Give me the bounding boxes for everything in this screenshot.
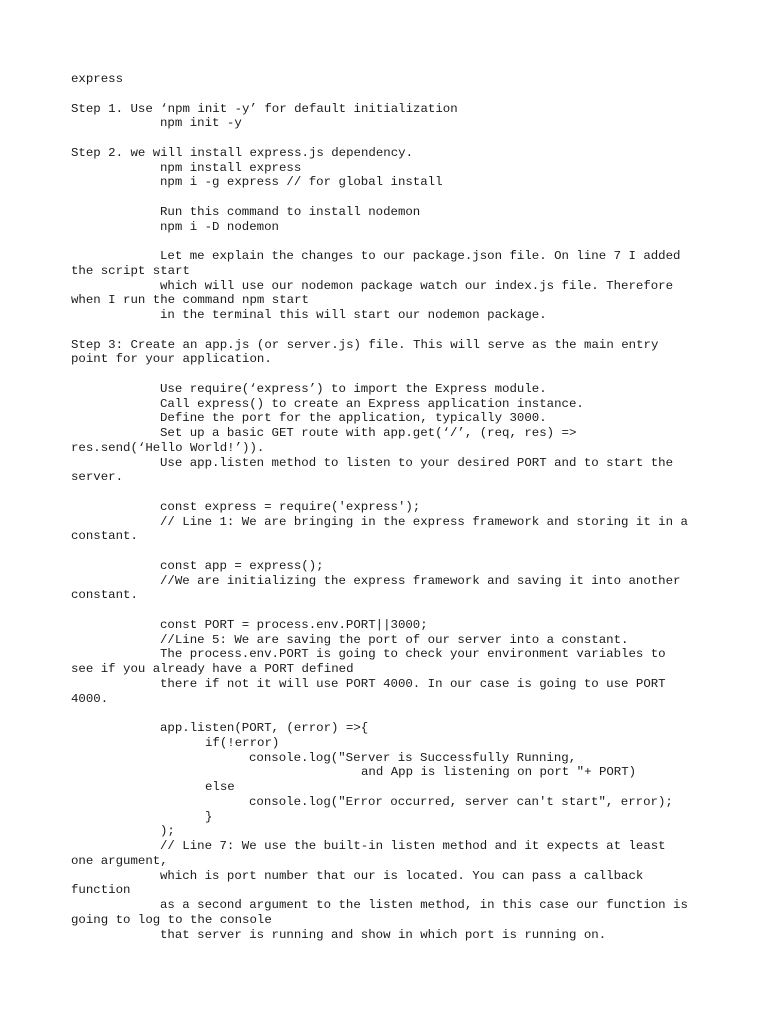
blank-line <box>71 87 711 102</box>
document-page <box>71 72 711 942</box>
document-line: Run this command to install nodemon <box>160 204 421 219</box>
document-line: const PORT = process.env.PORT||3000; <box>160 617 428 632</box>
document-line: and App is listening on port "+ PORT) <box>361 765 637 780</box>
document-line: if(!error) <box>205 735 280 750</box>
document-line: there if not it will use PORT 4000. In our case is going to use PORT <box>160 676 666 691</box>
document-line: npm i -g express // for global install <box>160 175 443 190</box>
document-line: const app = express(); <box>160 558 324 573</box>
blank-line <box>71 603 711 618</box>
blank-line <box>71 131 711 146</box>
document-line: when I run the command npm start <box>71 293 309 308</box>
document-line: constant. <box>71 529 138 544</box>
document-line: The process.env.PORT is going to check your environment variables to <box>160 647 666 662</box>
document-line: see if you already have a PORT defined <box>71 662 354 676</box>
blank-line <box>71 544 711 559</box>
document-line: server. <box>71 470 124 485</box>
document-line: constant. <box>71 588 138 603</box>
blank-line <box>71 323 711 338</box>
document-line: Step 1. Use ‘npm init -y’ for default initialization <box>71 101 458 116</box>
document-line: Define the port for the application, typically 3000. <box>160 411 547 426</box>
document-line: Use app.listen method to listen to your desired PORT and to start the <box>160 455 674 470</box>
document-line: app.listen(PORT, (error) =>{ <box>160 721 369 735</box>
blank-line <box>71 234 711 249</box>
document-line: res.send(‘Hello World!’)). <box>71 440 265 455</box>
document-line: the script start <box>71 263 190 278</box>
blank-line <box>71 706 711 721</box>
document-line: express <box>71 72 124 86</box>
document-line: as a second argument to the listen method, in this case our function is <box>160 898 688 912</box>
document-line: 4000. <box>71 691 109 706</box>
document-line: const express = require('express'); <box>160 499 421 514</box>
document-line: going to log to the console <box>71 912 272 927</box>
document-line: Set up a basic GET route with app.get(‘/’, (req, res) => <box>160 426 577 440</box>
document-line: which will use our nodemon package watch our index.js file. Therefore <box>160 278 674 293</box>
document-line: in the terminal this will start our nodemon package. <box>160 308 547 322</box>
document-line: npm init -y <box>160 116 242 131</box>
document-line: else <box>205 780 235 794</box>
document-line: Use require(‘express’) to import the Express module. <box>160 381 547 396</box>
document-line: //We are initializing the express framework and saving it into another <box>160 573 681 588</box>
blank-line <box>71 367 711 382</box>
document-line: function <box>71 883 131 898</box>
document-line: } <box>205 809 213 824</box>
document-line: point for your application. <box>71 352 272 367</box>
document-line: Step 3: Create an app.js (or server.js) file. This will serve as the main entry <box>71 337 659 352</box>
document-line: // Line 1: We are bringing in the express framework and storing it in a <box>160 514 688 529</box>
blank-line <box>71 485 711 500</box>
document-line: ); <box>160 824 175 839</box>
blank-line <box>71 190 711 205</box>
document-line: // Line 7: We use the built-in listen method and it expects at least <box>160 839 666 853</box>
document-line: console.log("Server is Successfully Running, <box>249 750 577 765</box>
document-line: that server is running and show in which port is running on. <box>160 927 607 942</box>
document-line: Call express() to create an Express application instance. <box>160 396 584 411</box>
document-line: //Line 5: We are saving the port of our server into a constant. <box>160 632 629 647</box>
document-line: console.log("Error occurred, server can't start", error); <box>249 794 673 809</box>
document-line: npm i -D nodemon <box>160 219 279 234</box>
document-line: one argument, <box>71 853 168 868</box>
document-line: Step 2. we will install express.js dependency. <box>71 145 414 160</box>
document-line: which is port number that our is located. You can pass a callback <box>160 868 644 883</box>
document-line: Let me explain the changes to our package.json file. On line 7 I added <box>160 249 681 263</box>
document-line: npm install express <box>160 160 302 175</box>
